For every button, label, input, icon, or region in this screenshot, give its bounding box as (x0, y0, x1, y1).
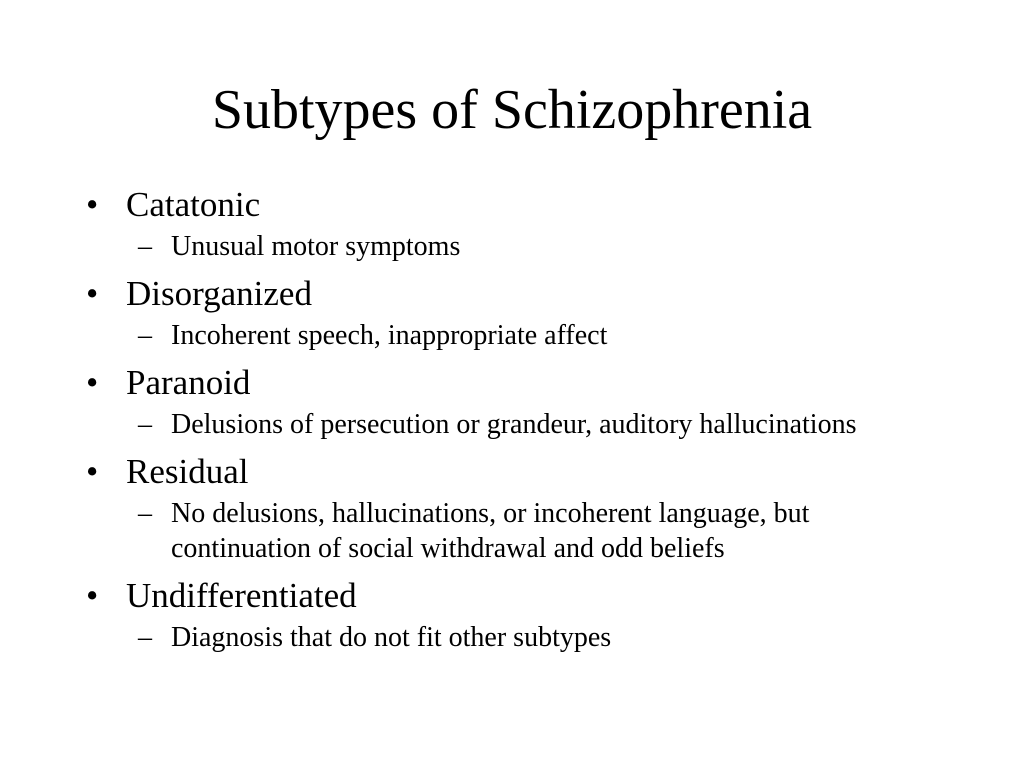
bullet-label: Residual (126, 452, 249, 491)
sub-bullet-row (138, 318, 956, 353)
slide-title: Subtypes of Schizophrenia (211, 79, 813, 141)
bullet-label: Disorganized (126, 274, 312, 313)
dash-icon: – (138, 231, 152, 262)
sub-bullet-text: Incoherent speech, inappropriate affect (171, 320, 608, 351)
sub-bullet-row (138, 407, 956, 442)
sub-bullet-text: No delusions, hallucinations, or incoherent language, but continuation of social withdrawal and odd beliefs (171, 498, 810, 564)
bullet-label: Catatonic (126, 185, 261, 224)
sub-bullet-text: Unusual motor symptoms (171, 231, 461, 262)
dash-icon: – (138, 320, 152, 351)
sub-bullet-row (138, 620, 956, 655)
list-item-catatonic (86, 184, 956, 264)
list-item-disorganized (86, 273, 956, 353)
bullet-row (86, 451, 956, 493)
bullet-label: Paranoid (126, 363, 251, 402)
bullet-icon: • (86, 185, 99, 224)
bullet-list (86, 184, 956, 655)
sub-bullet-text: Delusions of persecution or grandeur, auditory hallucinations (171, 409, 857, 440)
list-item-residual (86, 451, 956, 566)
bullet-icon: • (86, 576, 99, 615)
sub-bullet-text: Diagnosis that do not fit other subtypes (171, 622, 612, 653)
sub-bullet-row (138, 496, 956, 566)
bullet-icon: • (86, 274, 99, 313)
sub-bullet-row (138, 229, 956, 264)
dash-icon: – (138, 622, 152, 653)
bullet-label: Undifferentiated (126, 576, 357, 615)
bullet-row (86, 184, 956, 226)
list-item-undifferentiated (86, 575, 956, 655)
bullet-row (86, 273, 956, 315)
dash-icon: – (138, 498, 152, 529)
bullet-icon: • (86, 363, 99, 402)
bullet-row (86, 575, 956, 617)
dash-icon: – (138, 409, 152, 440)
bullet-icon: • (86, 452, 99, 491)
bullet-row (86, 362, 956, 404)
list-item-paranoid (86, 362, 956, 442)
